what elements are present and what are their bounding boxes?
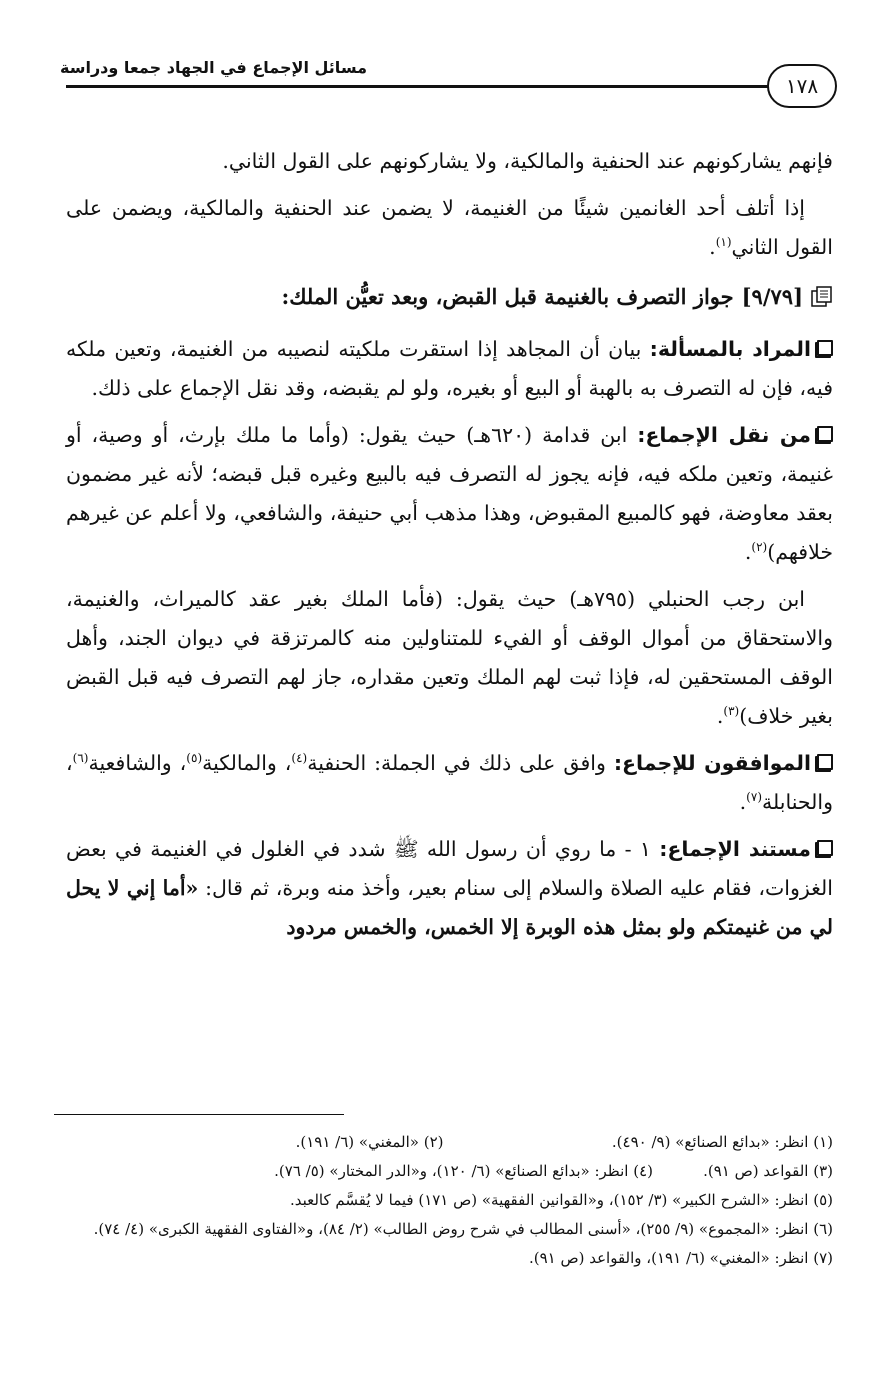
hadith-quote: «أما إني لا يحل لي من غنيمتكم ولو بمثل هذه الوبرة إلا الخمس، والخمس مردود bbox=[66, 876, 833, 939]
paragraph: ابن رجب الحنبلي (٧٩٥هـ) حيث يقول: (فأما الملك بغير عقد كالميراث، والغنيمة، والاستحقاق من أموال الوقف أو الفيء للمتناولين منه كالمرتزقة في ديوان الجند، وأهل الوقف المستحقين له، فإذا ثبت لهم الملك وتعين مقداره، جاز لهم التصرف فيه قبل القبض بغير خلاف)$^{(٣)}$. bbox=[66, 587, 833, 728]
footnote: (١) انظر: «بدائع الصنائع» (٩/ ٤٩٠). bbox=[611, 1133, 833, 1151]
footnote-ref: (٧) bbox=[746, 790, 762, 805]
page-body bbox=[66, 142, 833, 955]
heading-number: [٩/٧٩] bbox=[741, 284, 803, 309]
paragraph-text: إذا أتلف أحد الغانمين شيئًا من الغنيمة، لا يضمن عند الحنفية والمالكية، ويضمن على القول الثاني bbox=[66, 196, 833, 259]
footnote: (٧) انظر: «المغني» (٦/ ١٩١)، والقواعد (ص ٩١). bbox=[528, 1249, 833, 1267]
footnote-ref: (٣) bbox=[723, 704, 740, 719]
footnote-ref: (٢) bbox=[751, 540, 768, 555]
square-bullet-icon bbox=[817, 754, 833, 770]
footnote-ref: (٦) bbox=[72, 751, 89, 766]
paragraph bbox=[66, 330, 833, 408]
footnote-row bbox=[54, 1157, 833, 1186]
paragraph-text: ، والحنابلة bbox=[66, 751, 833, 814]
header-rule bbox=[66, 85, 773, 88]
page-number: ١٧٨ bbox=[767, 64, 837, 108]
copy-icon bbox=[811, 286, 833, 308]
paragraph bbox=[66, 830, 833, 947]
footnote-separator bbox=[54, 1114, 344, 1115]
footnote: (٢) «المغني» (٦/ ١٩١). bbox=[295, 1133, 444, 1151]
footnote: (٦) انظر: «المجموع» (٩/ ٢٥٥)، «أسنى المطالب في شرح روض الطالب» (٢/ ٨٤)، و«الفتاوى الفقهية الكبرى» (٤/ ٧٤). bbox=[93, 1220, 833, 1238]
paragraph-text: فإنهم يشاركونهم عند الحنفية والمالكية، ولا يشاركونهم على القول الثاني. bbox=[222, 149, 833, 173]
square-bullet-icon bbox=[817, 840, 833, 856]
paragraph-text: وافق على ذلك في الجملة: الحنفية bbox=[307, 751, 606, 775]
footnote-ref: (٤) bbox=[291, 751, 308, 766]
footnote: (٣) القواعد (ص ٩١). bbox=[703, 1162, 833, 1180]
paragraph-text: ، والمالكية bbox=[202, 751, 292, 775]
footnote: (٥) انظر: «الشرح الكبير» (٣/ ١٥٢)، و«القوانين الفقهية» (ص ١٧١) فيما لا يُقسَّم كالعبد. bbox=[289, 1191, 833, 1209]
square-bullet-icon bbox=[817, 426, 833, 442]
paragraph bbox=[66, 744, 833, 822]
running-title: مسائل الإجماع في الجهاد جمعا ودراسة bbox=[60, 58, 367, 77]
paragraph-text: ١ - ما روي أن رسول الله ﷺ شدد في الغلول في الغنيمة في بعض الغزوات، فقام عليه الصلاة والسلام إلى سنام بعير، وأخذ منه وبرة، ثم قال: bbox=[66, 837, 833, 900]
paragraph-text: . bbox=[739, 790, 747, 814]
paragraph-text: ابن رجب الحنبلي (٧٩٥هـ) حيث يقول: (فأما الملك بغير عقد كالميراث، والغنيمة، والاستحقاق من أموال الوقف أو الفيء للمتناولين منه كالمرتزقة في ديوان الجند، وأهل الوقف المستحقين له، فإذا ثبت لهم الملك وتعين مقداره، جاز لهم التصرف فيه قبل القبض بغير خلاف) bbox=[66, 587, 833, 728]
footnote-row bbox=[54, 1128, 833, 1157]
footnote: (٤) انظر: «بدائع الصنائع» (٦/ ١٢٠)، و«الدر المختار» (٥/ ٧٦). bbox=[274, 1162, 653, 1180]
section-heading bbox=[66, 277, 833, 316]
section-lead: المراد بالمسألة: bbox=[649, 337, 811, 361]
paragraph: من نقل الإجماع: ابن قدامة (٦٢٠هـ) حيث يقول: (وأما ما ملك بإرث، أو وصية، أو غنيمة، وتعين ملكه فيه، فإنه يجوز له التصرف فيه بالبيع وغيره قبل قبضه؛ لأنه غير مضمون بعقد معاوضة، فهو كالمبيع المقبوض، وهذا مذهب أبي حنيفة، والشافعي، ولا أعلم عن غيرهم خلافهم)$^{(٢)}$. bbox=[66, 423, 833, 564]
section-lead: الموافقون للإجماع: bbox=[613, 751, 811, 775]
paragraph-text: ابن قدامة (٦٢٠هـ) حيث يقول: (وأما ما ملك بإرث، أو وصية، أو غنيمة، وتعين ملكه فيه، فإنه يجوز له التصرف فيه بالبيع وغيره قبل قبضه؛ لأنه غير مضمون بعقد معاوضة، فهو كالمبيع المقبوض، وهذا مذهب أبي حنيفة، والشافعي، ولا أعلم عن غيرهم خلافهم) bbox=[66, 423, 833, 564]
paragraph: إذا أتلف أحد الغانمين شيئًا من الغنيمة، لا يضمن عند الحنفية والمالكية، ويضمن على القول الثاني$^{(١)}$. bbox=[66, 196, 833, 259]
footnote-ref: (١) bbox=[715, 235, 732, 250]
section-lead: مستند الإجماع: bbox=[659, 837, 811, 861]
paragraph-text: بيان أن المجاهد إذا استقرت ملكيته لنصيبه من الغنيمة، وتعين ملكه فيه، فإن له التصرف به بالهبة أو البيع أو بغيره، ولو لم يقبضه، وقد نقل الإجماع على ذلك. bbox=[66, 337, 833, 400]
section-lead: من نقل الإجماع: bbox=[637, 423, 811, 447]
paragraph bbox=[66, 142, 833, 181]
footnote-ref: (٥) bbox=[186, 751, 203, 766]
heading-text: جواز التصرف بالغنيمة قبل القبض، وبعد تعيُّن الملك: bbox=[281, 284, 734, 309]
paragraph-text: ، والشافعية bbox=[88, 751, 187, 775]
footnotes bbox=[54, 1128, 833, 1273]
square-bullet-icon bbox=[817, 340, 833, 356]
page-header bbox=[60, 48, 837, 118]
